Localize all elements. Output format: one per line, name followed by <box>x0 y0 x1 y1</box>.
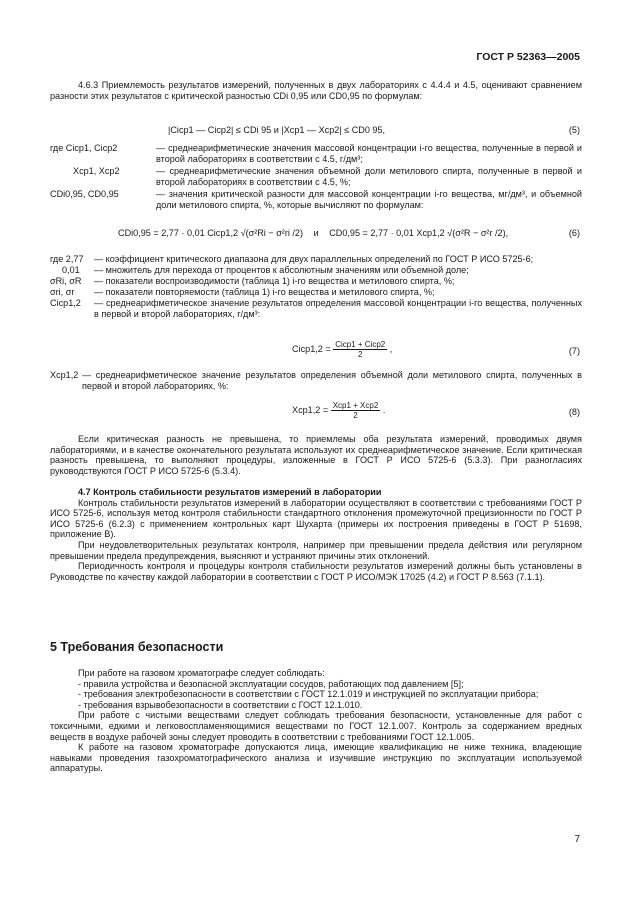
definition-term: CDi0,95, CD0,95 <box>50 189 119 199</box>
equation-7-denominator: 2 <box>357 350 363 359</box>
definition-term: Ciср1,2 <box>50 298 81 308</box>
equation-7-tail: , <box>389 344 393 355</box>
definition-text: — множитель для перехода от процентов к абсолютным значениям или объемной доле; <box>94 265 469 275</box>
paragraph-text: К работе на газовом хроматографе допускаются лица, имеющие квалификацию не ниже техника, владеющие навыками проведения газохроматографического анализа и изучившие инструкцию по эксплуатации используемой аппаратуры. <box>50 742 582 774</box>
definition-x-cp <box>50 370 582 394</box>
paragraph-text: Если критическая разность не превышена, то приемлемы оба результата измерений, проводимых двумя лабораториями, и в качестве окончательного результата используют их среднеарифметическое значение. Если критическая разность превышена, то выполняют процедуры, изложенные в ГОСТ Р ИСО 5725-6 (5.3.3). При разногласиях руководствуются ГОСТ Р ИСО 5725-6 (5.3.4). <box>50 434 582 476</box>
paragraph-text: 4.6.3 Приемлемость результатов измерений, полученных в двух лабораториях с 4.4.4 и 4.5, оценивают сравнением разности этих результатов с критической разностью CDi 0,95 или CD0,95 по формулам: <box>50 80 582 101</box>
list-item: - требования взрывобезопасности в соответствии с ГОСТ 12.1.010. <box>78 699 363 710</box>
paragraph-text: Контроль стабильности результатов измерений в лаборатории осуществляют в соответствии с требованиями ГОСТ Р ИСО 5725-6, используя метод контроля стабильности стандартного отклонения промежуточной прецизионности по ГОСТ Р ИСО 5725-6 (6.2.3) с применением контрольных карт Шухарта (примеры их построения приведены в ГОСТ Р 51698, приложение В). <box>50 497 582 540</box>
definition-text: — среднеарифметические значения массовой концентрации i-го вещества, полученные в первой и второй лабораториях в соответствии с 4.5, г/дм³; <box>156 143 582 164</box>
equation-6 <box>118 228 508 239</box>
definition-term: где 2,77 <box>50 254 84 264</box>
definition-text: — коэффициент критического диапазона для двух параллельных определений по ГОСТ Р ИСО 5725-6; <box>94 254 534 264</box>
paragraph-text: При неудовлетворительных результатах контроля, например при превышении предела действия или регулярном превышении предела предупреждения, выясняют и устраняют причины этих отклонений. <box>50 539 582 561</box>
equation-7-number: (7) <box>568 346 580 356</box>
definition-term: σri, σr <box>50 287 75 297</box>
equation-8-numerator: Xср1 + Xср2 <box>332 401 379 410</box>
definition-term: σRi, σR <box>50 276 82 286</box>
list-item: - требования электробезопасности в соответствии с ГОСТ 12.1.019 и инструкцией по эксплуатации прибора; <box>78 689 539 700</box>
paragraph-4-6-3 <box>50 80 582 101</box>
equation-6-conj: и <box>313 228 319 238</box>
running-header: ГОСТ Р 52363—2005 <box>476 51 580 63</box>
equation-6-left: CDi0,95 = 2,77 · 0,01 Ciср1,2 √(σ²Ri − σ²ri /2) <box>118 228 304 238</box>
equation-7 <box>292 340 392 359</box>
equation-5: |Ciср1 — Ciср2| ≤ CDi 95 и |Xср1 — Xср2| ≤ CD0 95, <box>168 125 386 135</box>
paragraph-text: При работе на газовом хроматографе следует соблюдать: <box>78 668 325 678</box>
section-5-heading <box>50 642 582 654</box>
equation-8-lhs: Xср1,2 = <box>292 405 329 416</box>
definition-text: — среднеарифметическое значение результатов определения объемной доли метилового спирта, полученных в первой и второй лабораториях, %: <box>82 370 582 391</box>
definition-term: где Ciср1, Ciср2 <box>50 143 118 153</box>
definition-term: 0,01 <box>62 265 80 275</box>
definition-text: — показатели повторяемости (таблица 1) i-го вещества и метилового спирта, %; <box>94 287 435 297</box>
list-item: - правила устройства и безопасной эксплуатации сосудов, работающих под давлением [5]; <box>78 678 464 689</box>
definitions-eq6 <box>50 254 582 334</box>
definitions-eq5 <box>50 143 582 209</box>
equation-5-number: (5) <box>568 125 580 135</box>
equation-6-number: (6) <box>568 228 580 238</box>
definition-text: — значения критической разности для массовой концентрации i-го вещества, мг/дм³, и объемной доли метилового спирта, %, которые вычисляют по формулам: <box>156 189 582 210</box>
subsection-4-7 <box>50 487 582 582</box>
equation-6-right: CD0,95 = 2,77 · 0,01 Xср1,2 √(σ²R − σ²r /2), <box>329 228 509 238</box>
paragraph-critical-difference <box>50 434 582 476</box>
equation-7-numerator: Ciср1 + Ciср2 <box>335 340 386 349</box>
section-title: 5 Требования безопасности <box>50 640 224 654</box>
equation-8 <box>292 401 385 420</box>
definition-text: — показатели воспроизводимости (таблица 1) i-го вещества и метилового спирта, %; <box>94 276 455 286</box>
paragraph-text: Периодичность контроля и процедуры контроля стабильности результатов измерений должны быть установлены в Руководстве по качеству каждой лаборатории в соответствии с ГОСТ Р ИСО/МЭК 17025 (4.2) и ГОСТ Р 8.563 (7.1.1). <box>50 561 582 582</box>
equation-8-tail: . <box>382 405 386 416</box>
definition-term: Xср1, Xср2 <box>73 166 120 176</box>
definition-text: — среднеарифметическое значение результатов определения массовой концентрации i-го вещества, полученных в первой и второй лабораториях, г/дм³: <box>94 298 582 319</box>
equation-7-fraction <box>333 340 387 359</box>
section-5-body <box>50 668 582 774</box>
definition-text: — среднеарифметические значения объемной доли метилового спирта, полученные в первой и второй лабораториях в соответствии с 4.5, %; <box>156 166 582 187</box>
subsection-title: 4.7 Контроль стабильности результатов измерений в лаборатории <box>78 487 382 497</box>
equation-8-denominator: 2 <box>353 411 358 420</box>
equation-7-lhs: Ciср1,2 = <box>292 344 331 355</box>
equation-8-number: (8) <box>568 407 580 417</box>
paragraph-text: При работе с чистыми веществами следует соблюдать требования безопасности, установленные для работ с токсичными, едкими и легковоспламеняющимися веществами по ГОСТ 12.1.007. Контроль за содержанием вредных веществ в воздухе рабочей зоны следует проводить в соответствии с требованиями ГОСТ 12.1.005. <box>50 710 582 742</box>
definition-term: Xср1,2 <box>50 370 79 380</box>
equation-8-fraction <box>331 401 381 420</box>
page-number: 7 <box>574 834 580 845</box>
